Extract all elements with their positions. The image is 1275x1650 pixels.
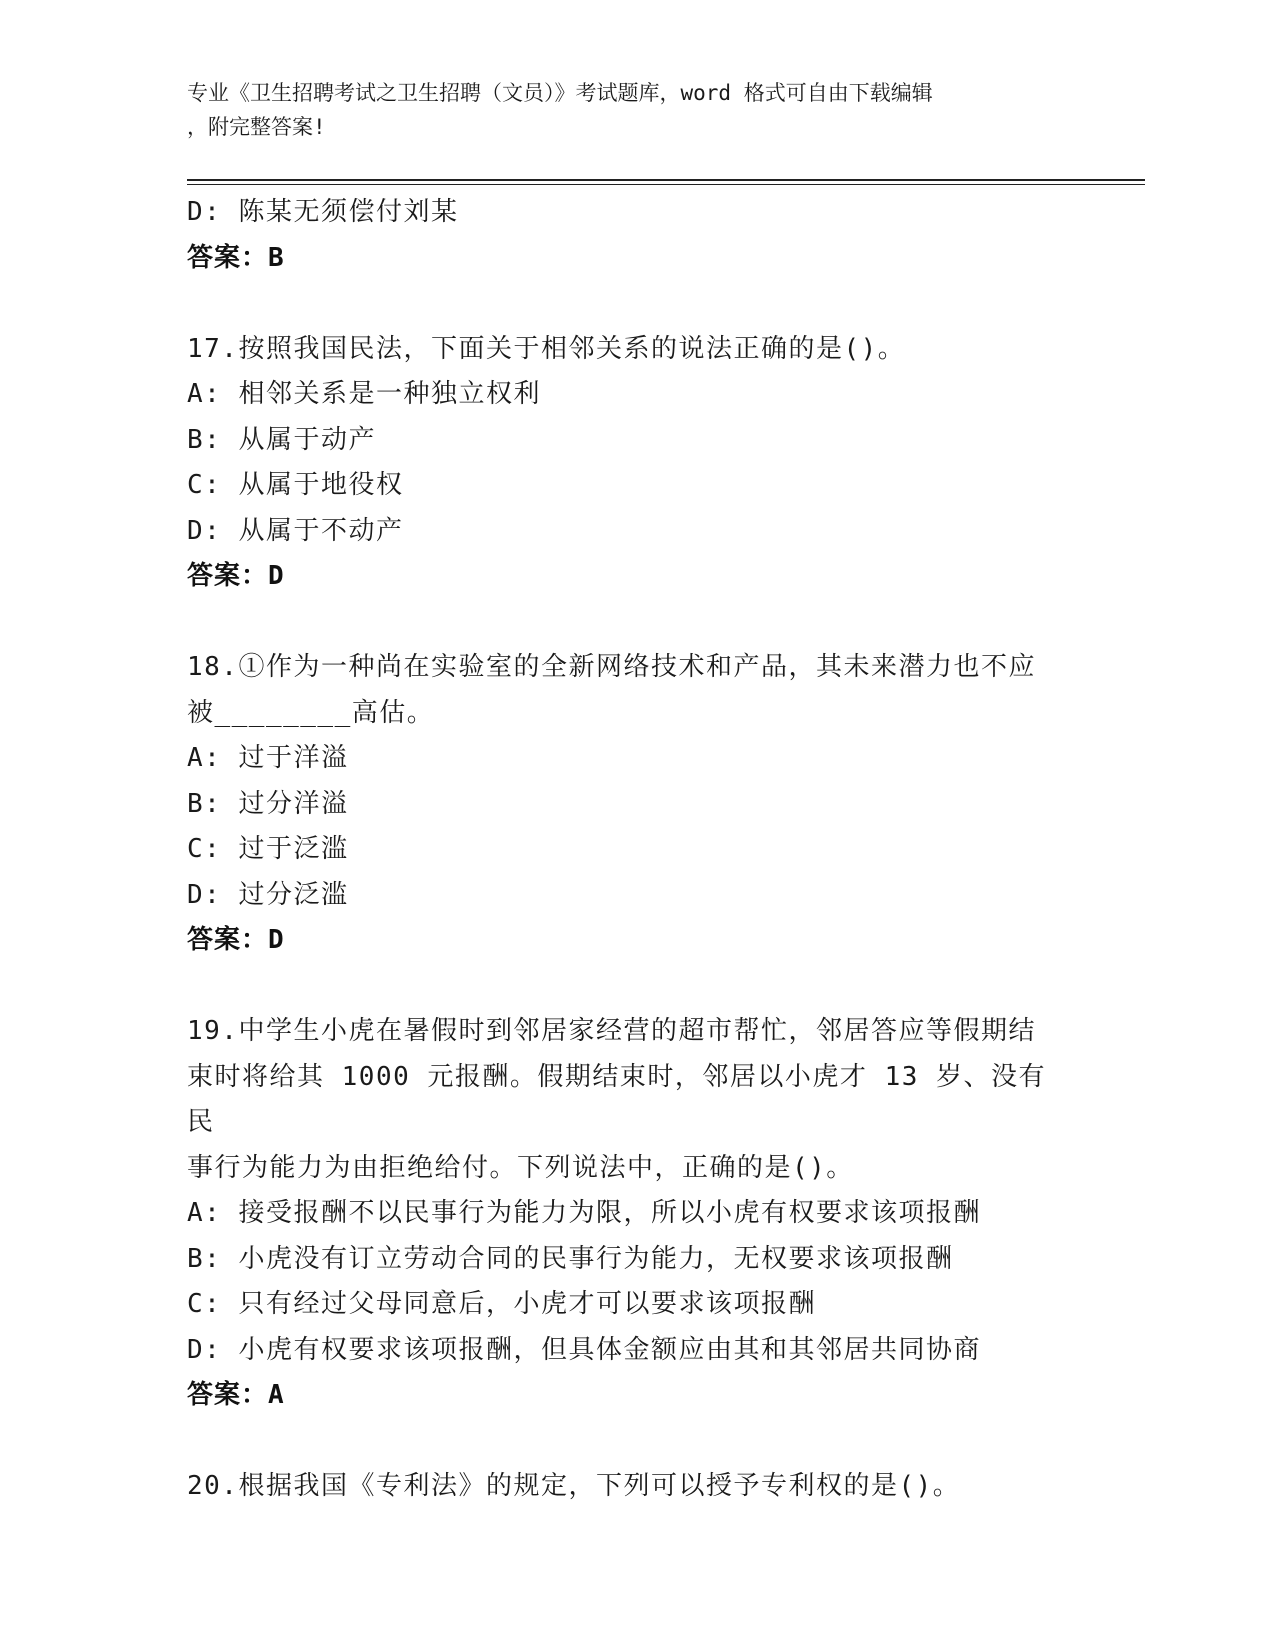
header-line-2: ，附完整答案! — [187, 115, 326, 139]
question-18-option-c: C: 过于泛滥 — [187, 834, 349, 864]
question-18-option-a: A: 过于洋溢 — [187, 743, 349, 773]
header-divider-thin — [187, 184, 1145, 185]
spacer — [187, 964, 1107, 1010]
question-19-stem-line-1: 19.中学生小虎在暑假时到邻居家经营的超市帮忙，邻居答应等假期结 — [187, 1016, 1036, 1046]
spacer — [187, 600, 1107, 646]
question-18-option-d: D: 过分泛滥 — [187, 879, 349, 910]
document-header — [187, 76, 1087, 144]
question-17-option-a: A: 相邻关系是一种独立权利 — [187, 379, 541, 409]
prev-option-d: D: 陈某无须偿付刘某 — [187, 197, 459, 227]
question-19-stem-line-2: 束时将给其 1000 元报酬。假期结束时，邻居以小虎才 13 岁、没有民 — [187, 1061, 1047, 1137]
header-divider-thick — [187, 179, 1145, 181]
question-19-option-a: A: 接受报酬不以民事行为能力为限，所以小虎有权要求该项报酬 — [187, 1198, 981, 1228]
spacer — [187, 1419, 1107, 1465]
question-list — [187, 190, 1107, 1510]
question-17-option-c: C: 从属于地役权 — [187, 470, 404, 500]
header-line-1: 专业《卫生招聘考试之卫生招聘（文员）》考试题库，word 格式可自由下载编辑 — [187, 81, 933, 105]
question-19-answer — [187, 1373, 1107, 1419]
question-19-stem-line-3: 事行为能力为由拒绝给付。下列说法中，正确的是()。 — [187, 1152, 854, 1183]
spacer — [187, 281, 1107, 327]
question-17-option-d: D: 从属于不动产 — [187, 515, 404, 546]
answer-label: 答案： — [187, 242, 269, 273]
answer-label: 答案： — [187, 1380, 269, 1410]
answer-value: D — [268, 561, 285, 591]
answer-value: B — [268, 242, 285, 273]
question-19-option-c: C: 只有经过父母同意后，小虎才可以要求该项报酬 — [187, 1289, 816, 1319]
question-18-stem-line-2: 被________高估。 — [187, 697, 435, 728]
question-20-stem: 20.根据我国《专利法》的规定，下列可以授予专利权的是()。 — [187, 1471, 961, 1501]
answer-value: A — [268, 1380, 285, 1410]
answer-value: D — [268, 925, 285, 955]
question-17-option-b: B: 从属于动产 — [187, 424, 376, 455]
answer-label: 答案： — [187, 561, 269, 591]
question-18-answer — [187, 918, 1107, 964]
question-17-stem: 17.按照我国民法，下面关于相邻关系的说法正确的是()。 — [187, 333, 906, 364]
question-18-stem-line-1: 18.①作为一种尚在实验室的全新网络技术和产品，其未来潜力也不应 — [187, 652, 1036, 682]
answer-label: 答案： — [187, 925, 269, 955]
question-17-answer — [187, 554, 1107, 600]
question-19-option-d: D: 小虎有权要求该项报酬，但具体金额应由其和其邻居共同协商 — [187, 1334, 981, 1365]
question-19-option-b: B: 小虎没有订立劳动合同的民事行为能力，无权要求该项报酬 — [187, 1243, 954, 1274]
prev-answer — [187, 236, 1107, 282]
question-18-option-b: B: 过分洋溢 — [187, 788, 349, 819]
